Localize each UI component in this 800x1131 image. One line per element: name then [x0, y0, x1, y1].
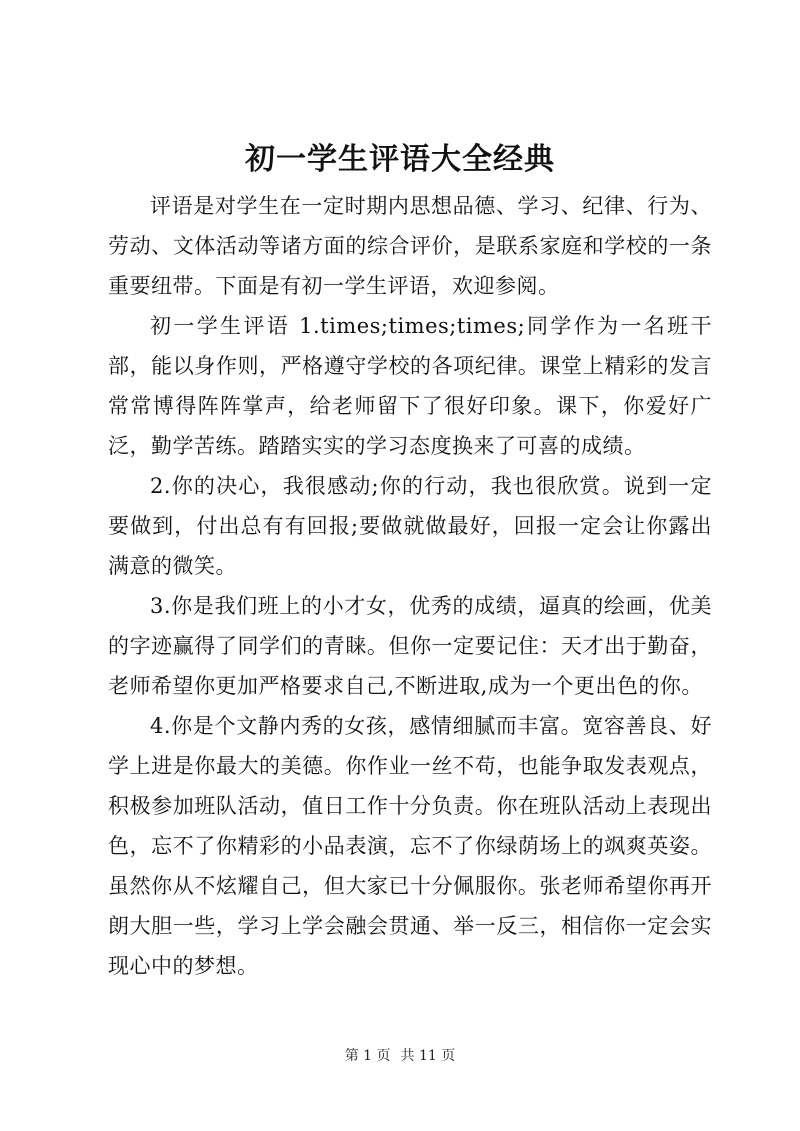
document-title: 初一学生评语大全经典: [245, 142, 555, 177]
page-total: 共 11 页: [400, 1048, 456, 1064]
paragraph-comment-4: 4.你是个文静内秀的女孩，感情细腻而丰富。宽容善良、好学上进是你最大的美德。你作业一丝不苟，也能争取发表观点，积极参加班队活动，值日工作十分负责。你在班队活动上表现出色，忘不了你精彩的小品表演，忘不了你绿荫场上的飒爽英姿。虽然你从不炫耀自己，但大家已十分佩服你。张老师希望你再开朗大胆一些，学习上学会融会贯通、举一反三，相信你一定会实现心中的梦想。: [108, 714, 712, 978]
paragraph-comment-2: 2.你的决心，我很感动;你的行动，我也很欣赏。说到一定要做到，付出总有有回报;要做就做最好，回报一定会让你露出满意的微笑。: [108, 474, 712, 578]
page-footer: [0, 1046, 800, 1066]
document-body: [108, 186, 712, 986]
paragraph-intro: 评语是对学生在一定时期内思想品德、学习、纪律、行为、劳动、文体活动等诸方面的综合评价，是联系家庭和学校的一条重要纽带。下面是有初一学生评语，欢迎参阅。: [108, 194, 712, 298]
paragraph-comment-3: 3.你是我们班上的小才女，优秀的成绩，逼真的绘画，优美的字迹赢得了同学们的青睐。但你一定要记住：天才出于勤奋，老师希望你更加严格要求自己,不断进取,成为一个更出色的你。: [108, 594, 712, 698]
paragraph-comment-1: 初一学生评语 1.times;times;times;同学作为一名班干部，能以身作则，严格遵守学校的各项纪律。课堂上精彩的发言常常博得阵阵掌声，给老师留下了很好印象。课下，你爱好广泛，勤学苦练。踏踏实实的学习态度换来了可喜的成绩。: [108, 314, 712, 458]
page-number: 第 1 页: [344, 1048, 391, 1064]
